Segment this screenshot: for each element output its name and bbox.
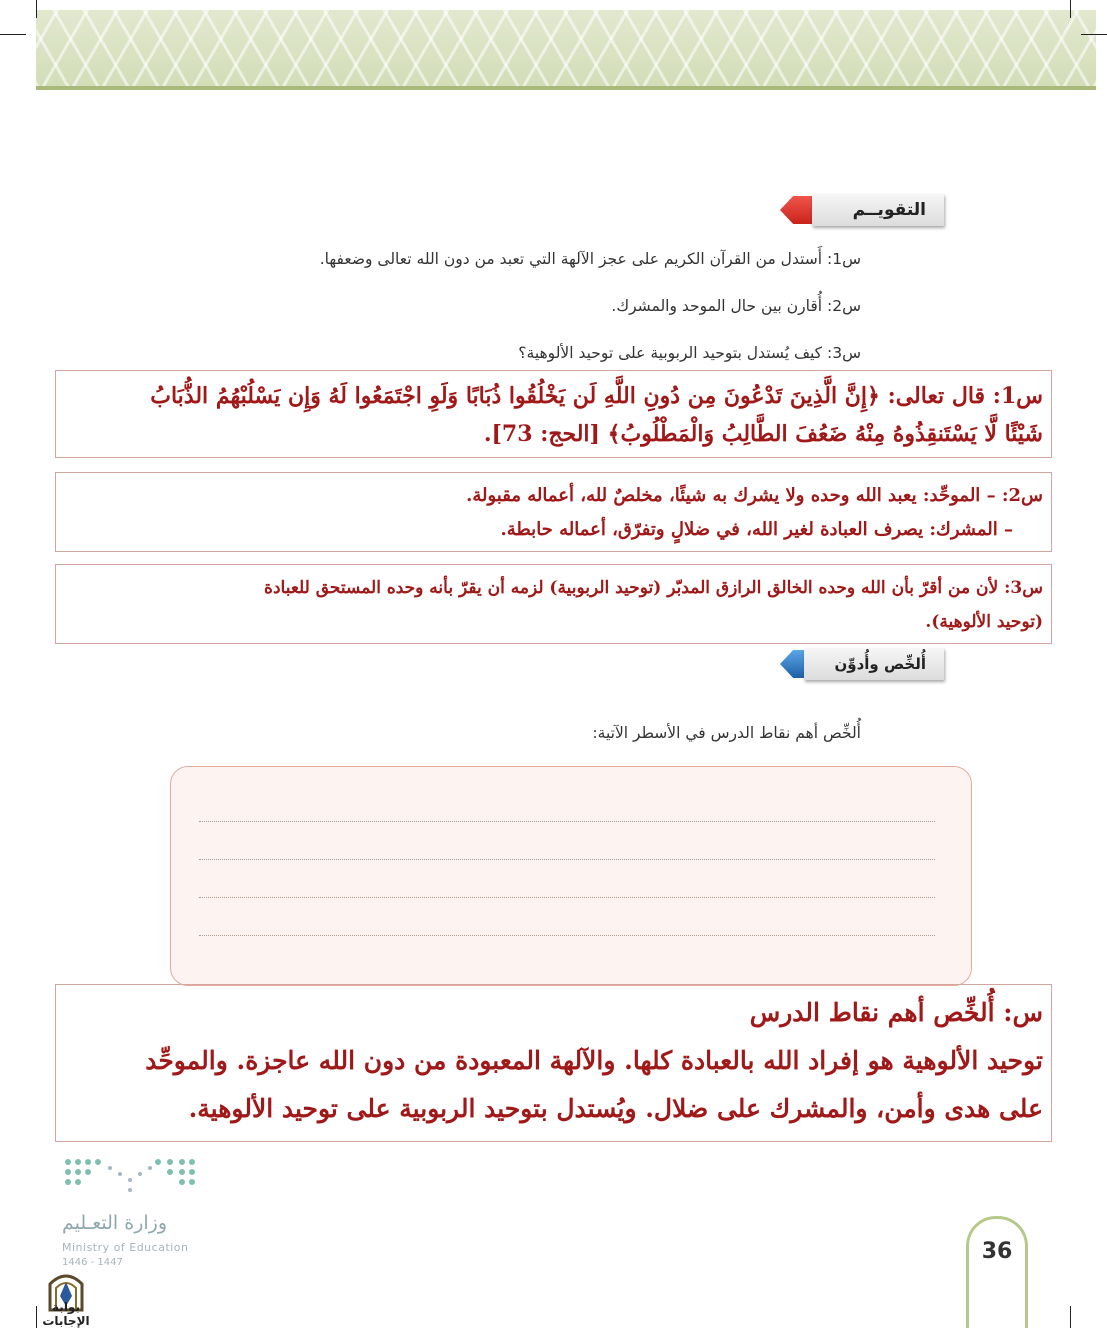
- ministry-name-arabic: وزارة التعـليم: [62, 1212, 168, 1234]
- writing-line: [199, 897, 935, 898]
- evaluation-section-tag: [780, 194, 944, 226]
- page-number: 36: [981, 1239, 1013, 1264]
- academic-year: 1446 - 1447: [62, 1257, 123, 1268]
- evaluation-title: التقويــم: [812, 194, 944, 226]
- crop-mark: [0, 34, 26, 35]
- answer-1-line-2: شَيْئًا لَّا يَسْتَنقِذُوهُ مِنْهُ ضَعُفَ الطَّالِبُ وَالْمَطْلُوبُ﴾ [الحج: 73].: [483, 421, 1043, 447]
- writing-line: [199, 859, 935, 860]
- answer-1-line-1: س1: قال تعالى: ﴿إِنَّ الَّذِينَ تَدْعُونَ مِن دُونِ اللَّهِ لَن يَخْلُقُوا ذُبَابًا وَلَوِ اجْتَمَعُوا لَهُ وَإِن يَسْلُبْهُمُ الذُّبَابُ: [150, 383, 1043, 409]
- answer-2-box: [55, 472, 1052, 552]
- summary-answer-box: [55, 984, 1052, 1142]
- answer-2-line-1: س2: – الموحِّد: يعبد الله وحده ولا يشرك به شيئًا، مخلصٌ لله، أعماله مقبولة.: [466, 485, 1043, 506]
- answer-3-line-2: (توحيد الألوهية).: [925, 612, 1043, 632]
- crop-mark: [1081, 34, 1107, 35]
- ministry-name-english: Ministry of Education: [62, 1241, 189, 1254]
- crop-mark: [1070, 1306, 1071, 1328]
- page-number-tab: [966, 1216, 1028, 1328]
- crop-mark: [1070, 0, 1071, 18]
- summary-title: أُلخِّص وأُدوِّن: [804, 648, 944, 680]
- answer-3-line-1: س3: لأن من أقرّ بأن الله وحده الخالق الرازق المدبّر (توحيد الربوبية) لزمه أن يقرّ بأنه وحده المستحق للعبادة: [264, 578, 1043, 598]
- question-1: س1: أَستدل من القرآن الكريم على عجز الآلهة التي تعبد من دون الله تعالى وضعفها.: [319, 250, 861, 268]
- ministry-logo-icon: [62, 1156, 198, 1196]
- summary-answer-heading: س: أُلخِّص أهم نقاط الدرس: [749, 998, 1043, 1027]
- header-pattern-banner: [36, 10, 1096, 86]
- question-3: س3: كيف يُستدل بتوحيد الربوبية على توحيد الألوهية؟: [518, 344, 861, 362]
- crop-mark: [36, 0, 37, 18]
- summary-prompt: أُلخِّص أهم نقاط الدرس في الأسطر الآتية:: [592, 724, 861, 742]
- header-divider: [36, 86, 1096, 90]
- answer-2-line-2: – المشرك: يصرف العبادة لغير الله، في ضلالٍ وتفرّق، أعماله حابطة.: [500, 519, 1013, 540]
- summary-writing-box[interactable]: [170, 766, 972, 986]
- writing-line: [199, 935, 935, 936]
- answer-1-box: [55, 370, 1052, 458]
- summary-answer-line-1: توحيد الألوهية هو إفراد الله بالعبادة كلها. والآلهة المعبودة من دون الله عاجزة. والموحِّد: [145, 1046, 1043, 1075]
- summary-section-tag: [780, 648, 944, 680]
- answer-3-box: [55, 564, 1052, 644]
- writing-line: [199, 821, 935, 822]
- summary-answer-line-2: على هدى وأمن، والمشرك على ضلال. ويُستدل بتوحيد الربوبية على توحيد الألوهية.: [188, 1094, 1043, 1123]
- question-2: س2: أُقارن بين حال الموحد والمشرك.: [611, 297, 861, 315]
- site-name: بوابة الإجابات: [42, 1300, 90, 1328]
